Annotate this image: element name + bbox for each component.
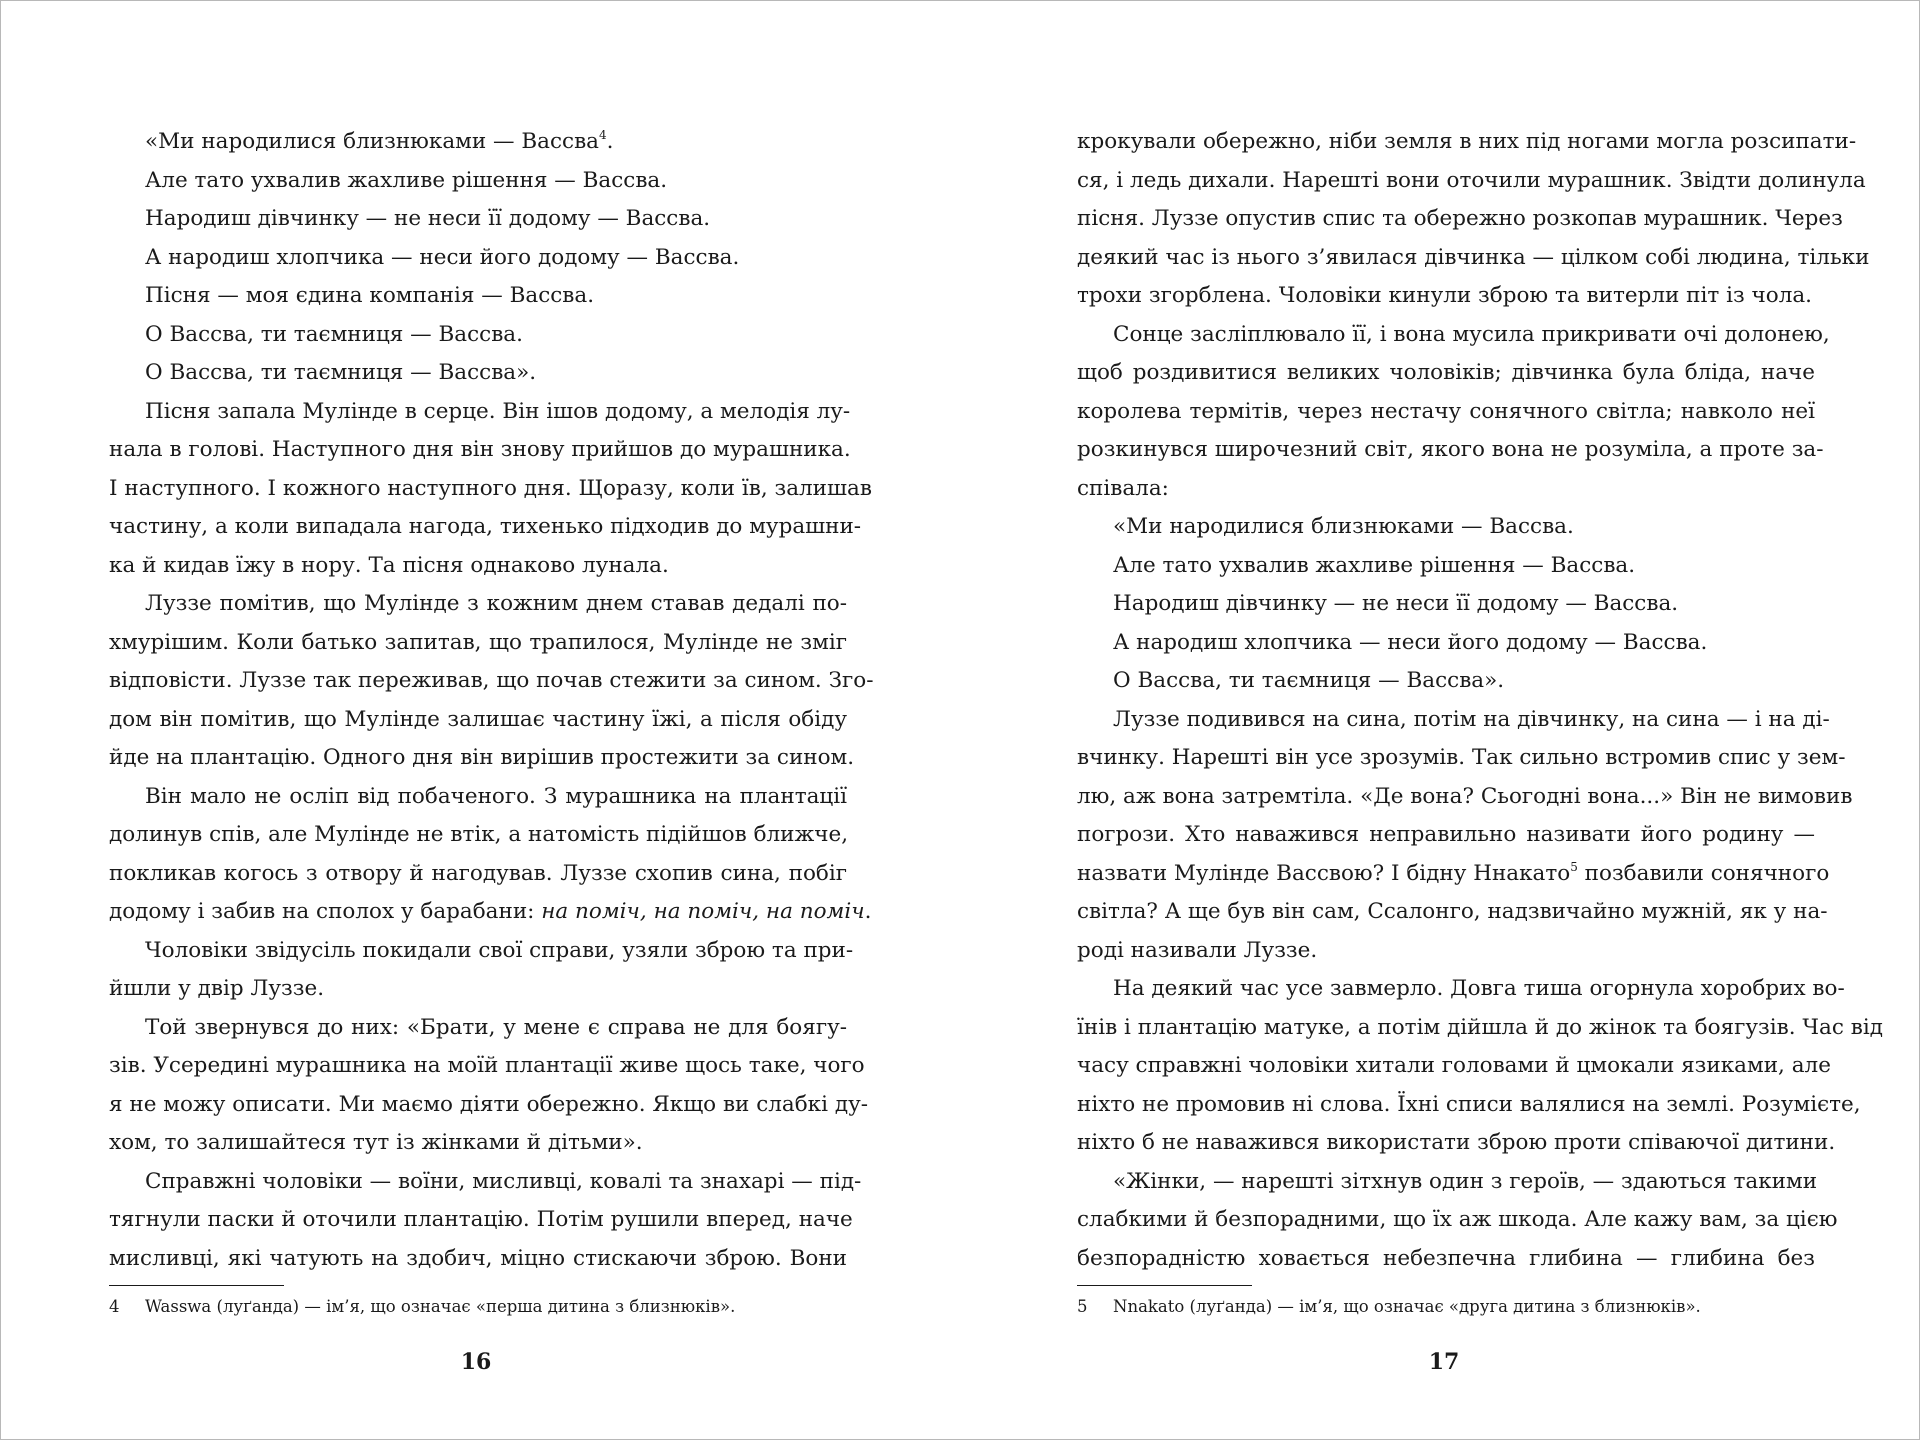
line-text: я не можу описати. Ми маємо діяти обережно. Якщо ви слабкі ду- (109, 1091, 868, 1117)
text-line (1077, 778, 1853, 817)
line-text: Але тато ухвалив жахливе рішення — Вассва. (145, 167, 668, 193)
line-text: королева термітів, через нестачу сонячного світла; навколо неї (1077, 398, 1815, 424)
line-text: додому і забив на сполох у барабани: (109, 899, 542, 924)
text-line (109, 816, 847, 855)
text-line (1077, 354, 1815, 393)
footnote-rule (109, 1285, 284, 1286)
page-number: 17 (1428, 1349, 1460, 1375)
line-text: Чоловіки звідусіль покидали свої справи, узяли зброю та при- (145, 937, 854, 963)
line-text: Пісня запала Мулінде в серце. Він ішов додому, а мелодія лу- (145, 398, 851, 424)
line-text: безпорадністю ховається небезпечна глибина — глибина без (1077, 1245, 1815, 1271)
footnote-number: 5 (1077, 1297, 1088, 1316)
text-line (109, 123, 847, 162)
text-line (1077, 508, 1815, 547)
text-line (1077, 1124, 1836, 1163)
text-line (1077, 701, 1830, 740)
left-page (1, 1, 961, 1441)
text-line (1077, 1201, 1838, 1240)
right-page-body (1077, 123, 1883, 1278)
text-line (109, 1163, 862, 1202)
text-line (109, 778, 847, 817)
text-line (109, 431, 851, 470)
line-text: О Вассва, ти таємниця — Вассва». (1113, 668, 1505, 693)
line-text: крокували обережно, ніби земля в них під ногами могла розсипати- (1077, 129, 1857, 154)
line-text: дом він помітив, що Мулінде залишає частину їжі, а після обіду (109, 706, 847, 732)
line-text: щоб роздивитися великих чоловіків; дівчинка була бліда, наче (1077, 360, 1815, 385)
footnote-number: 4 (109, 1297, 120, 1316)
page-number: 16 (460, 1349, 492, 1375)
line-text: мисливці, які чатують на здобич, міцно стискаючи зброю. Вони (109, 1245, 847, 1271)
text-line (1077, 855, 1830, 894)
line-text: Справжні чоловіки — воїни, мисливці, ковалі та знахарі — під- (145, 1168, 862, 1194)
text-line (1077, 200, 1843, 239)
line-text: нала в голові. Наступного дня він знову прийшов до мурашника. (109, 437, 851, 462)
text-line (109, 893, 872, 932)
line-text: ся, і ледь дихали. Нарешті вони оточили мурашник. Звідти долинула (1077, 167, 1866, 193)
footnote (1077, 1295, 1701, 1319)
footnote-text: Nnakato (луґанда) — ім’я, що означає «друга дитина з близнюків». (1113, 1297, 1701, 1316)
text-line (109, 1047, 865, 1086)
emphasis-text: на поміч, на поміч, на поміч (541, 899, 865, 924)
text-line (1077, 970, 1845, 1009)
text-line (109, 1086, 868, 1125)
text-line (109, 200, 847, 239)
line-text: роді називали Луззе. (1077, 937, 1318, 963)
line-text: йде на плантацію. Одного дня він вирішив простежити за сином. (109, 745, 855, 770)
line-text: Але тато ухвалив жахливе рішення — Вассва. (1113, 552, 1636, 578)
text-line (1077, 1047, 1831, 1086)
line-text: Луззе подивився на сина, потім на дівчинку, на сина — і на ді- (1113, 706, 1830, 732)
text-line (109, 277, 847, 316)
line-text: відповісти. Луззе так переживав, що почав стежити за сином. Зго- (109, 668, 874, 693)
text-line (109, 970, 847, 1009)
line-text: О Вассва, ти таємниця — Вассва. (145, 321, 523, 347)
footnote-rule (1077, 1285, 1252, 1286)
line-text: лю, аж вона затремтіла. «Де вона? Сьогодні вона...» Він не вимовив (1077, 783, 1853, 809)
line-text: Пісня — моя єдина компанія — Вассва. (145, 283, 595, 308)
line-text: хмурішим. Коли батько запитав, що трапилося, Мулінде не зміг (109, 629, 847, 655)
line-text-tail: . (606, 129, 614, 154)
line-text: Народиш дівчинку — не неси її додому — Вассва. (1113, 591, 1679, 616)
text-line (1077, 739, 1846, 778)
right-page (961, 1, 1921, 1441)
text-line (109, 932, 854, 971)
line-text: А народиш хлопчика — неси його додому — Вассва. (1113, 629, 1708, 655)
line-text: Той звернувся до них: «Брати, у мене є справа не для боягу- (145, 1014, 847, 1040)
line-text: назвати Мулінде Вассвою? І бідну Ннакато (1077, 860, 1571, 886)
line-text: І наступного. І кожного наступного дня. Щоразу, коли їв, залишав (109, 475, 872, 501)
line-text: покликав когось з отвору й нагодував. Луззе схопив сина, побіг (109, 860, 847, 886)
text-line (1077, 547, 1815, 586)
line-text: Сонце засліплювало її, і вона мусила прикривати очі долонею, (1113, 321, 1830, 347)
text-line (109, 354, 847, 393)
line-text: вчинку. Нарешті він усе зрозумів. Так сильно встромив спис у зем- (1077, 745, 1846, 770)
text-line (109, 470, 872, 509)
line-text: ніхто б не наважився використати зброю проти співаючої дитини. (1077, 1130, 1836, 1155)
text-line (109, 624, 847, 663)
text-line (109, 547, 847, 586)
line-text: слабкими й безпорадними, що їх аж шкода. Але кажу вам, за цією (1077, 1207, 1838, 1232)
text-line (109, 1009, 847, 1048)
line-text: погрози. Хто наважився неправильно називати його родину — (1077, 822, 1815, 847)
text-line (1077, 393, 1815, 432)
footnote (109, 1295, 735, 1319)
text-line (1077, 662, 1815, 701)
line-text: трохи згорблена. Чоловіки кинули зброю та витерли піт із чола. (1077, 283, 1812, 308)
text-line (109, 239, 847, 278)
text-line (1077, 1163, 1818, 1202)
line-text: тягнули паски й оточили плантацію. Потім рушили вперед, наче (109, 1207, 853, 1232)
line-text: хом, то залишайтеся тут із жінками й дітьми». (109, 1130, 643, 1155)
text-line (1077, 1086, 1861, 1125)
text-line (1077, 431, 1824, 470)
line-text: На деякий час усе завмерло. Довга тиша огорнула хоробрих во- (1113, 976, 1845, 1001)
text-line (1077, 277, 1815, 316)
line-text: пісня. Луззе опустив спис та обережно розкопав мурашник. Через (1077, 206, 1843, 231)
line-text: Народиш дівчинку — не неси її додому — Вассва. (145, 206, 711, 231)
text-line (109, 162, 847, 201)
line-text: часу справжні чоловіки хитали головами й цмокали язиками, але (1077, 1053, 1831, 1078)
line-text: ка й кидав їжу в нору. Та пісня однаково лунала. (109, 552, 669, 578)
text-line (1077, 162, 1866, 201)
text-line (1077, 239, 1870, 278)
line-text: «Ми народилися близнюками — Вассва (145, 129, 599, 154)
line-text: Луззе помітив, що Мулінде з кожним днем ставав дедалі по- (145, 591, 847, 616)
footnote-reference: 4 (599, 128, 607, 142)
line-text: зів. Усередині мурашника на моїй плантації живе щось таке, чого (109, 1053, 865, 1078)
line-text: «Ми народилися близнюками — Вассва. (1113, 514, 1574, 539)
footnote-text: Wasswa (луґанда) — ім’я, що означає «перша дитина з близнюків». (145, 1297, 736, 1316)
text-line (109, 855, 847, 894)
text-line (1077, 316, 1830, 355)
text-line (1077, 932, 1815, 971)
text-line (109, 739, 855, 778)
text-line (109, 508, 862, 547)
text-line (109, 701, 847, 740)
line-text: О Вассва, ти таємниця — Вассва». (145, 360, 537, 385)
text-line (1077, 624, 1815, 663)
line-text: розкинувся широчезний світ, якого вона не розуміла, а проте за- (1077, 437, 1824, 462)
line-text: деякий час із нього з’явилася дівчинка — цілком собі людина, тільки (1077, 244, 1870, 270)
text-line (1077, 816, 1815, 855)
text-line (109, 316, 847, 355)
line-text: частину, а коли випадала нагода, тихенько підходив до мурашни- (109, 514, 862, 539)
text-line (109, 1201, 853, 1240)
line-text: А народиш хлопчика — неси його додому — Вассва. (145, 244, 740, 270)
line-text: співала: (1077, 475, 1169, 501)
text-line (109, 1124, 847, 1163)
text-line (109, 393, 851, 432)
text-line (1077, 1009, 1883, 1048)
text-line (109, 662, 874, 701)
text-line (109, 1240, 847, 1279)
text-line (109, 585, 847, 624)
line-text: їнів і плантацію матуке, а потім дійшла й до жінок та боягузів. Час від (1077, 1014, 1883, 1040)
line-text: долинув спів, але Мулінде не втік, а натомість підійшов ближче, (109, 822, 849, 847)
line-text: світла? А ще був він сам, Ссалонго, надзвичайно мужній, як у на- (1077, 899, 1828, 924)
text-line (1077, 1240, 1815, 1279)
line-text: Він мало не осліп від побаченого. З мурашника на плантації (145, 783, 847, 809)
line-text-tail: . (864, 899, 872, 924)
line-text: йшли у двір Луззе. (109, 976, 325, 1001)
line-text-tail: позбавили сонячного (1577, 860, 1830, 886)
text-line (1077, 893, 1828, 932)
text-line (1077, 585, 1815, 624)
left-page-body (109, 123, 874, 1278)
footnote-reference: 5 (1570, 859, 1578, 874)
text-line (1077, 470, 1815, 509)
text-line (1077, 123, 1857, 162)
line-text: ніхто не промовив ні слова. Їхні списи валялися на землі. Розумієте, (1077, 1091, 1861, 1117)
line-text: «Жінки, — нарешті зітхнув один з героїв, — здаються такими (1113, 1168, 1818, 1194)
